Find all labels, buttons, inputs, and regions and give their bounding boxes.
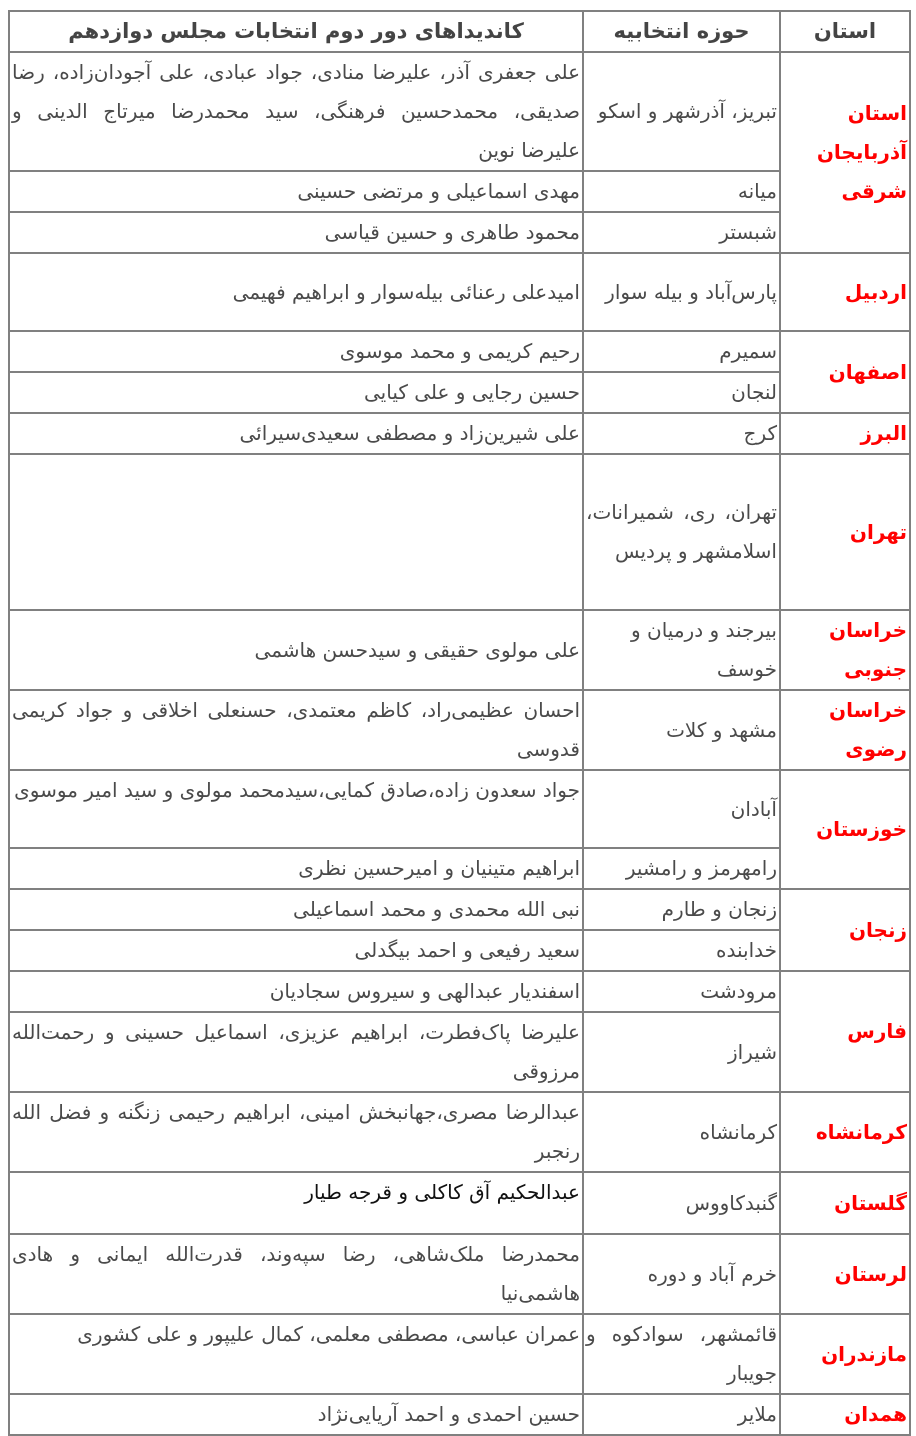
- candidates-cell: علیرضا پاک‌فطرت، ابراهیم عزیزی، اسماعیل حسینی و رحمت‌الله مرزوقی: [9, 1012, 583, 1092]
- table-row: [9, 930, 910, 971]
- candidates-cell: احسان عظیمی‌راد، کاظم معتمدی، حسنعلی اخلاقی و جواد کریمی قدوسی: [9, 690, 583, 770]
- candidates-cell: رحیم کریمی و محمد موسوی: [9, 331, 583, 372]
- district-cell: کرج: [583, 413, 780, 454]
- table-row: [9, 52, 910, 171]
- province-cell: اصفهان: [780, 331, 910, 413]
- province-cell: زنجان: [780, 889, 910, 971]
- header-district: حوزه انتخابیه: [583, 11, 780, 52]
- table-row: [9, 1314, 910, 1394]
- district-cell: شیراز: [583, 1012, 780, 1092]
- province-cell: خوزستان: [780, 770, 910, 889]
- province-cell: استان آذربایجان شرقی: [780, 52, 910, 253]
- candidates-cell: مهدی اسماعیلی و مرتضی حسینی: [9, 171, 583, 212]
- province-cell: لرستان: [780, 1234, 910, 1314]
- table-row: [9, 212, 910, 253]
- candidates-cell: [9, 454, 583, 610]
- district-cell: بیرجند و درمیان و خوسف: [583, 610, 780, 690]
- province-cell: البرز: [780, 413, 910, 454]
- candidates-cell: نبی الله محمدی و محمد اسماعیلی: [9, 889, 583, 930]
- table-row: [9, 454, 910, 610]
- candidates-cell: جواد سعدون زاده،صادق کمایی،سیدمحمد مولوی و سید امیر موسوی: [9, 770, 583, 848]
- candidates-cell: عبدالحکیم آق کاکلی و قرجه طیار: [9, 1172, 583, 1234]
- table-row: [9, 171, 910, 212]
- candidates-table: [8, 10, 911, 1436]
- district-cell: سمیرم: [583, 331, 780, 372]
- candidates-cell: حسین رجایی و علی کیایی: [9, 372, 583, 413]
- district-cell: ملایر: [583, 1394, 780, 1435]
- table-row: [9, 770, 910, 848]
- candidates-cell: عمران عباسی، مصطفی معلمی، کمال علیپور و علی کشوری: [9, 1314, 583, 1394]
- table-row: [9, 1234, 910, 1314]
- candidates-cell: سعید رفیعی و احمد بیگدلی: [9, 930, 583, 971]
- table-row: [9, 1092, 910, 1172]
- candidates-cell: عبدالرضا مصری،جهانبخش امینی، ابراهیم رحیمی زنگنه و فضل الله رنجبر: [9, 1092, 583, 1172]
- district-cell: میانه: [583, 171, 780, 212]
- district-cell: تبریز، آذرشهر و اسکو: [583, 52, 780, 171]
- table-row: [9, 690, 910, 770]
- table-row: [9, 1172, 910, 1234]
- table-row: [9, 610, 910, 690]
- district-cell: کرمانشاه: [583, 1092, 780, 1172]
- table-row: [9, 253, 910, 331]
- district-cell: تهران، ری، شمیرانات، اسلامشهر و پردیس: [583, 454, 780, 610]
- candidates-cell: محمدرضا ملک‌شاهی، رضا سپه‌وند، قدرت‌الله ایمانی و هادی هاشمی‌نیا: [9, 1234, 583, 1314]
- district-cell: پارس‌آباد و بیله سوار: [583, 253, 780, 331]
- district-cell: لنجان: [583, 372, 780, 413]
- district-cell: خرم آباد و دوره: [583, 1234, 780, 1314]
- district-cell: شبستر: [583, 212, 780, 253]
- candidates-cell: علی جعفری آذر، علیرضا منادی، جواد عبادی، علی آجودان‌زاده، رضا صدیقی، محمدحسین فرهنگی، سید محمدرضا میرتاج الدینی و علیرضا نوین: [9, 52, 583, 171]
- table-row: [9, 372, 910, 413]
- candidates-cell: علی مولوی حقیقی و سیدحسن هاشمی: [9, 610, 583, 690]
- table-row: [9, 971, 910, 1012]
- province-cell: خراسان جنوبی: [780, 610, 910, 690]
- province-cell: خراسان رضوی: [780, 690, 910, 770]
- province-cell: همدان: [780, 1394, 910, 1435]
- candidates-cell: محمود طاهری و حسین قیاسی: [9, 212, 583, 253]
- province-cell: کرمانشاه: [780, 1092, 910, 1172]
- table-row: [9, 848, 910, 889]
- province-cell: گلستان: [780, 1172, 910, 1234]
- district-cell: آبادان: [583, 770, 780, 848]
- table-row: [9, 413, 910, 454]
- table-row: [9, 331, 910, 372]
- district-cell: رامهرمز و رامشیر: [583, 848, 780, 889]
- district-cell: گنبدکاووس: [583, 1172, 780, 1234]
- candidates-cell: حسین احمدی و احمد آریایی‌نژاد: [9, 1394, 583, 1435]
- province-cell: فارس: [780, 971, 910, 1092]
- header-province: استان: [780, 11, 910, 52]
- district-cell: مشهد و کلات: [583, 690, 780, 770]
- table-row: [9, 1012, 910, 1092]
- district-cell: قائمشهر، سوادکوه و جویبار: [583, 1314, 780, 1394]
- district-cell: زنجان و طارم: [583, 889, 780, 930]
- province-cell: مازندران: [780, 1314, 910, 1394]
- table-row: [9, 1394, 910, 1435]
- candidates-cell: ابراهیم متینیان و امیرحسین نظری: [9, 848, 583, 889]
- header-candidates: کاندیداهای دور دوم انتخابات مجلس دوازدهم: [9, 11, 583, 52]
- district-cell: مرودشت: [583, 971, 780, 1012]
- candidates-cell: امیدعلی رعنائی بیله‌سوار و ابراهیم فهیمی: [9, 253, 583, 331]
- table-row: [9, 889, 910, 930]
- district-cell: خدابنده: [583, 930, 780, 971]
- candidates-cell: اسفندیار عبدالهی و سیروس سجادیان: [9, 971, 583, 1012]
- province-cell: اردبیل: [780, 253, 910, 331]
- header-row: [9, 11, 910, 52]
- province-cell: تهران: [780, 454, 910, 610]
- candidates-cell: علی شیرین‌زاد و مصطفی سعیدی‌سیرائی: [9, 413, 583, 454]
